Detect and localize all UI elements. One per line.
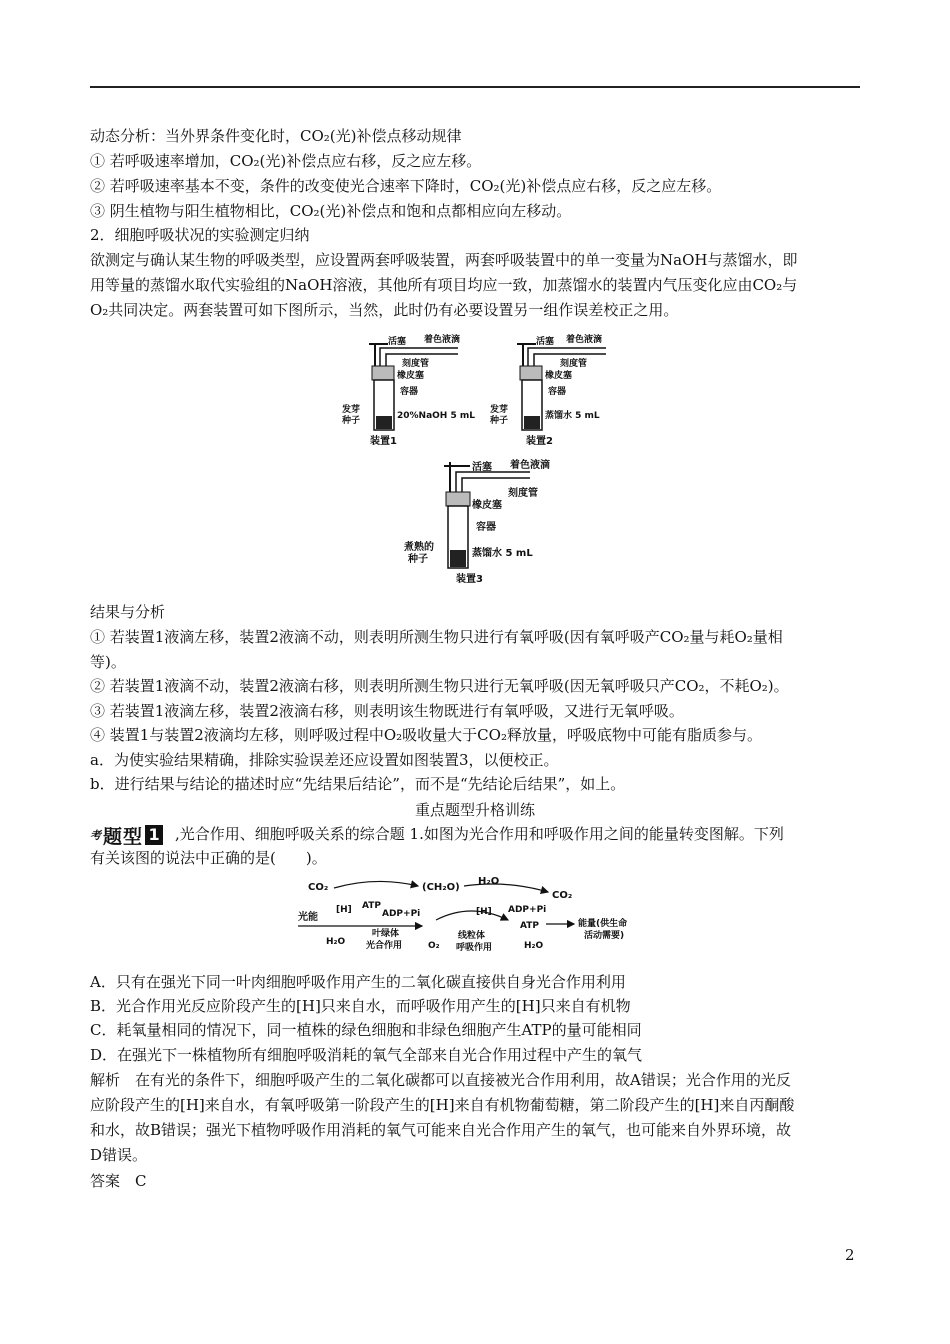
label-stopcock: 活塞 bbox=[388, 337, 407, 347]
label-h2o-top: H₂O bbox=[478, 876, 500, 887]
option-a: A．只有在强光下同一叶肉细胞呼吸作用产生的二氧化碳直接供自身光合作用利用 bbox=[90, 973, 626, 991]
label-h2o-right: H₂O bbox=[524, 941, 544, 951]
label-atp-left: ATP bbox=[362, 901, 382, 911]
analysis-line: 解析 在有光的条件下，细胞呼吸产生的二氧化碳都可以直接被光合作用利用，故A错误；光合作用的光反 bbox=[90, 1071, 791, 1089]
label-chloroplast: 叶绿体 bbox=[372, 929, 400, 939]
question-stem: 有关该图的说法中正确的是( )。 bbox=[90, 849, 327, 867]
text-line: ③ 若装置1液滴左移，装置2液滴右移，则表明该生物既进行有氧呼吸，又进行无氧呼吸。 bbox=[90, 702, 684, 720]
caption: 装置2 bbox=[526, 436, 553, 447]
label-h2o-left: H₂O bbox=[326, 937, 346, 947]
label-container: 容器 bbox=[476, 522, 496, 533]
label-seed: 发芽 bbox=[342, 405, 361, 415]
label-stopper: 橡皮塞 bbox=[545, 371, 573, 381]
analysis-line: 应阶段产生的[H]来自水，有氧呼吸第一阶段产生的[H]来自有机物葡萄糖，第二阶段产生的[H]来自丙酮酸 bbox=[90, 1096, 795, 1114]
label-container: 容器 bbox=[400, 387, 419, 397]
energy-diagram bbox=[296, 872, 666, 954]
caption: 装置1 bbox=[370, 436, 397, 447]
question-stem: ,光合作用、细胞呼吸关系的综合题 1.如图为光合作用和呼吸作用之间的能量转变图解。下列 bbox=[175, 825, 784, 843]
label-atp-right: ATP bbox=[520, 921, 540, 931]
analysis-line: 和水，故B错误；强光下植物呼吸作用消耗的氧气可能来自光合作用产生的氧气，也可能来自外界环境，故 bbox=[90, 1121, 792, 1139]
text-line: ② 若装置1液滴不动，装置2液滴右移，则表明所测生物只进行无氧呼吸(因无氧呼吸只产CO₂，不耗O₂)。 bbox=[90, 677, 789, 695]
label-energy: 能量(供生命 bbox=[578, 919, 628, 929]
text-line: a．为使实验结果精确，排除实验误差还应设置如图装置3，以便校正。 bbox=[90, 751, 559, 769]
label-ch2o: (CH₂O) bbox=[422, 882, 460, 893]
text-line: 动态分析：当外界条件变化时，CO₂(光)补偿点移动规律 bbox=[90, 127, 462, 145]
caption: 装置3 bbox=[456, 574, 483, 585]
label-co2-right: CO₂ bbox=[552, 890, 573, 901]
section-heading: 2．细胞呼吸状况的实验测定归纳 bbox=[90, 226, 310, 244]
text-line: O₂共同决定。两套装置可如下图所示，当然，此时仍有必要设置另一组作误差校正之用。 bbox=[90, 301, 679, 319]
label-o2: O₂ bbox=[428, 941, 440, 951]
label-liquid: 蒸馏水 5 mL bbox=[545, 411, 600, 421]
label-stopcock: 活塞 bbox=[472, 462, 492, 473]
tag-kao: 考 bbox=[90, 829, 101, 842]
text-line: ④ 装置1与装置2液滴均左移，则呼吸过程中O₂吸收量大于CO₂释放量，呼吸底物中可能有脂质参与。 bbox=[90, 726, 762, 744]
text-line: 用等量的蒸馏水取代实验组的NaOH溶液，其他所有项目均应一致，加蒸馏水的装置内气压变化应由CO₂与 bbox=[90, 276, 798, 294]
apparatus-figure-top bbox=[340, 326, 640, 456]
text-line: ② 若呼吸速率基本不变，条件的改变使光合速率下降时，CO₂(光)补偿点应右移，反之应左移。 bbox=[90, 177, 722, 195]
tag-number: 1 bbox=[145, 825, 163, 845]
label-seed: 种子 bbox=[408, 554, 428, 565]
apparatus-1 bbox=[341, 333, 475, 447]
label-mito: 线粒体 bbox=[458, 931, 486, 941]
label-seed: 种子 bbox=[342, 416, 361, 426]
label-resp: 呼吸作用 bbox=[456, 943, 493, 953]
label-liquid: 20%NaOH 5 mL bbox=[397, 411, 475, 421]
text-line: ③ 阴生植物与阳生植物相比，CO₂(光)补偿点和饱和点都相应向左移动。 bbox=[90, 202, 572, 220]
text-line: ① 若呼吸速率增加，CO₂(光)补偿点应右移，反之应左移。 bbox=[90, 152, 482, 170]
label-seed: 煮熟的 bbox=[404, 542, 434, 553]
option-b: B．光合作用光反应阶段产生的[H]只来自水，而呼吸作用产生的[H]只来自有机物 bbox=[90, 997, 631, 1015]
header-rule bbox=[90, 86, 860, 88]
label-h-left: [H] bbox=[336, 905, 352, 915]
option-c: C．耗氧量相同的情况下，同一植株的绿色细胞和非绿色细胞产生ATP的量可能相同 bbox=[90, 1021, 642, 1039]
analysis-line: D错误。 bbox=[90, 1146, 148, 1164]
page-number: 2 bbox=[845, 1246, 855, 1264]
label-liquid: 蒸馏水 5 mL bbox=[472, 548, 533, 559]
label-adp-left: ADP+Pi bbox=[382, 909, 421, 919]
label-light: 光能 bbox=[298, 912, 318, 923]
apparatus-3 bbox=[404, 458, 550, 585]
label-container: 容器 bbox=[548, 387, 567, 397]
label-stopper: 橡皮塞 bbox=[397, 371, 425, 381]
label-droplet: 着色液滴 bbox=[510, 460, 550, 471]
label-tube: 刻度管 bbox=[402, 359, 430, 369]
label-seed: 发芽 bbox=[490, 405, 509, 415]
text-line: ① 若装置1液滴左移，装置2液滴不动，则表明所测生物只进行有氧呼吸(因有氧呼吸产CO₂量与耗O₂量相 bbox=[90, 628, 783, 646]
section-title: 重点题型升格训练 bbox=[414, 801, 535, 819]
label-droplet: 着色液滴 bbox=[566, 335, 603, 345]
apparatus-figure-bottom bbox=[400, 456, 570, 586]
text-line: 等)。 bbox=[90, 653, 126, 671]
tag-tixing: 题型 bbox=[103, 825, 144, 848]
text-line: 欲测定与确认某生物的呼吸类型，应设置两套呼吸装置，两套呼吸装置中的单一变量为NaOH与蒸馏水，即 bbox=[90, 251, 798, 269]
label-tube: 刻度管 bbox=[508, 488, 538, 499]
label-droplet: 着色液滴 bbox=[424, 335, 461, 345]
label-tube: 刻度管 bbox=[560, 359, 588, 369]
label-seed: 种子 bbox=[490, 416, 509, 426]
label-energy-2: 活动需要) bbox=[584, 931, 625, 941]
section-heading: 结果与分析 bbox=[90, 603, 166, 621]
label-photo: 光合作用 bbox=[366, 941, 403, 951]
label-stopper: 橡皮塞 bbox=[472, 500, 502, 511]
label-adp-right: ADP+Pi bbox=[508, 905, 547, 915]
question-type-tag bbox=[90, 824, 163, 846]
text-line: b．进行结果与结论的描述时应“先结果后结论”，而不是“先结论后结果”，如上。 bbox=[90, 775, 626, 793]
label-stopcock: 活塞 bbox=[536, 337, 555, 347]
label-h-right: [H] bbox=[476, 907, 492, 917]
option-d: D．在强光下一株植物所有细胞呼吸消耗的氧气全部来自光合作用过程中产生的氧气 bbox=[90, 1046, 643, 1064]
apparatus-2 bbox=[489, 333, 606, 447]
label-co2-left: CO₂ bbox=[308, 882, 329, 893]
answer-line: 答案 C bbox=[90, 1172, 147, 1190]
